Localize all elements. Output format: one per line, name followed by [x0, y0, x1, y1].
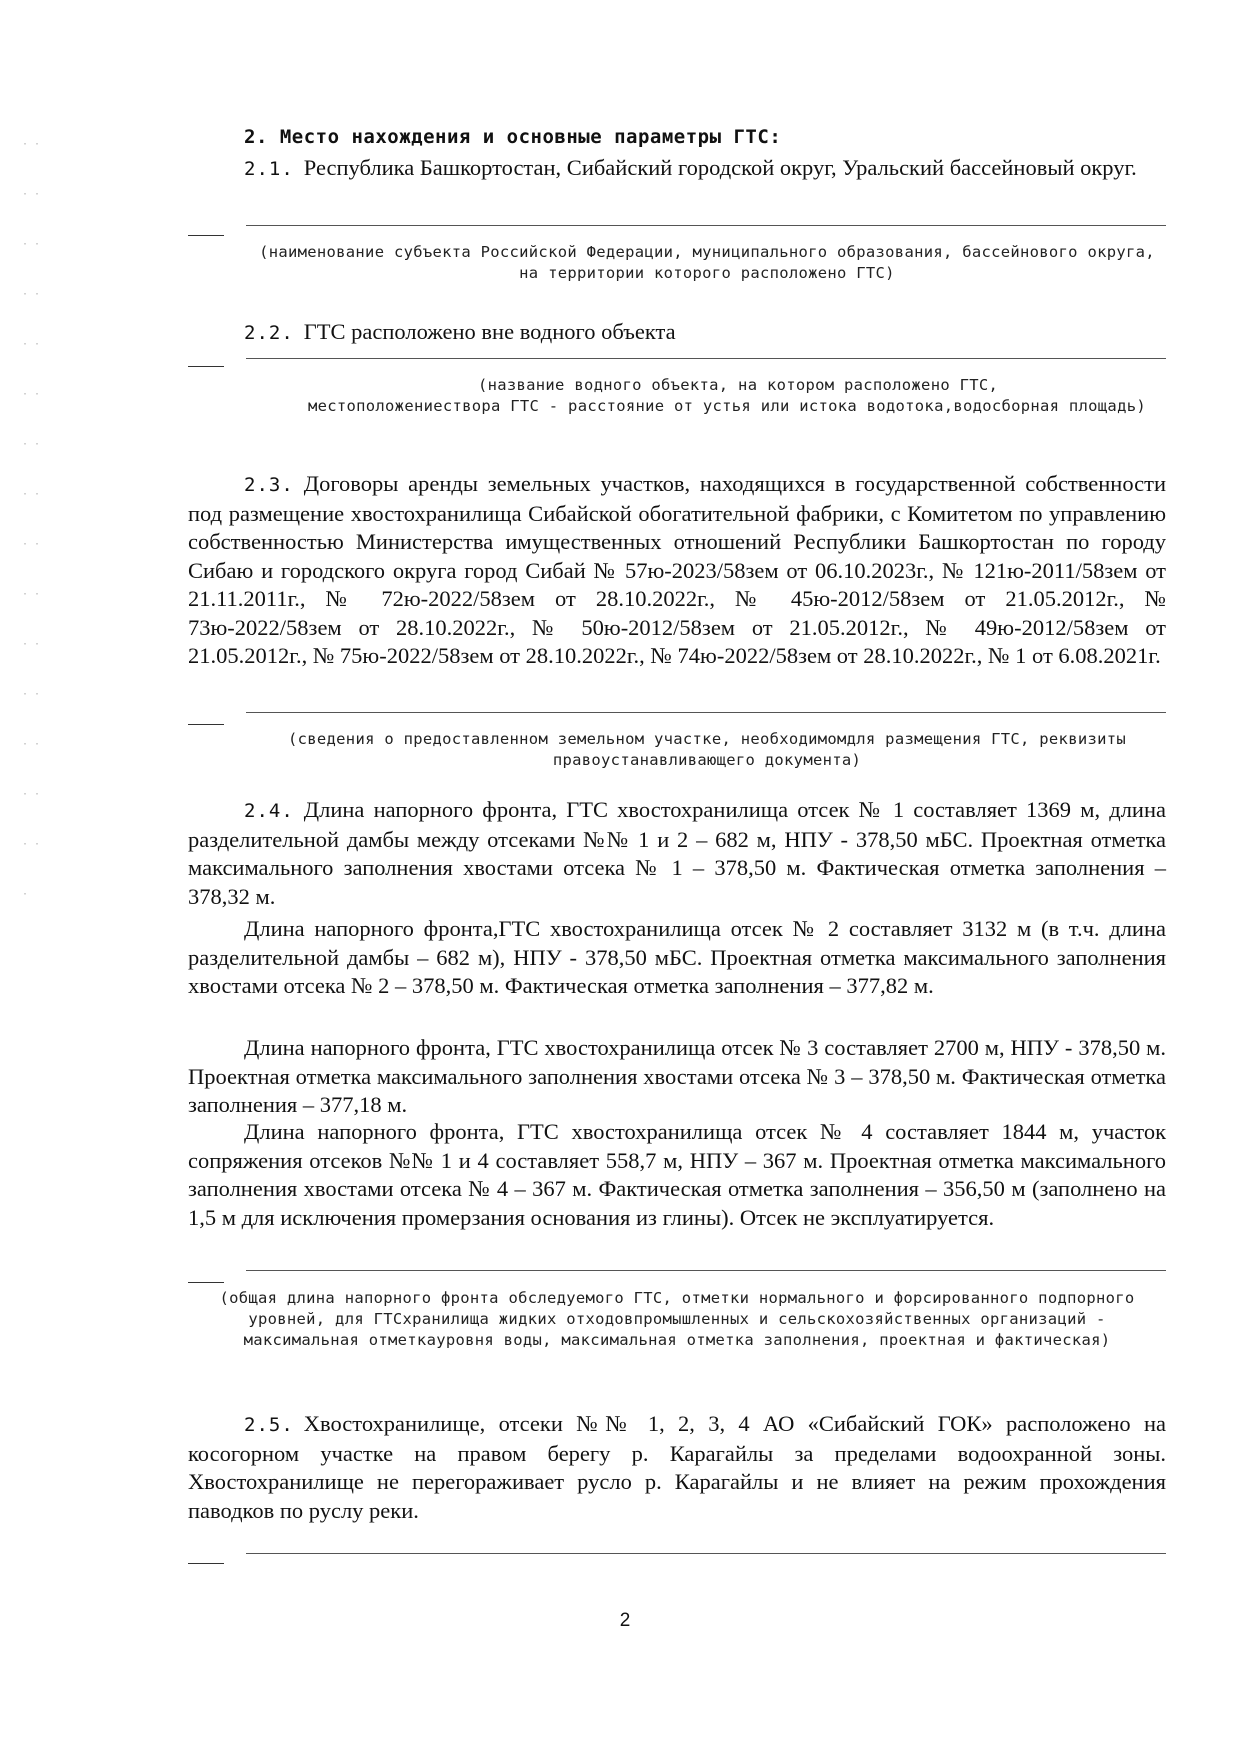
- fill-line: [246, 225, 1166, 226]
- fill-line: [246, 1553, 1166, 1554]
- fill-line-stub: [188, 235, 224, 236]
- caption-2-1: (наименование субъекта Российской Федерации, муниципального образования, бассейнового округа, на территории которого расположено ГТС): [259, 243, 1155, 282]
- paragraph-text: Республика Башкортостан, Сибайский городской округ, Уральский бассейновый округ.: [303, 155, 1137, 180]
- paragraph-text: Договоры аренды земельных участков, находящихся в государственной собственности под размещение хвостохранилища Сибайской обогатительной фабрики, с Комитетом по управлению собственностью Министерства имущественных отношений Республики Башкортостан по городу Сибаю и городского округа город Сибай № 57ю-2023/58зем от 06.10.2023г., № 121ю-2011/58зем от 21.11.2011г., № 72ю-2022/58зем от 28.10.2022г., № 45ю-2012/58зем от 21.05.2012г., № 73ю-2022/58зем от 28.10.2022г., № 50ю-2012/58зем от 21.05.2012г., № 49ю-2012/58зем от 21.05.2012г., № 75ю-2022/58зем от 28.10.2022г., № 74ю-2022/58зем от 28.10.2022г., № 1 от 6.08.2021г.: [188, 471, 1166, 668]
- paragraph-number: 2.5.: [244, 1414, 294, 1436]
- paragraph-2-2: [188, 318, 1166, 348]
- fill-line: [246, 1270, 1166, 1271]
- paragraph-2-1: [188, 154, 1166, 184]
- paragraph-2-5: [188, 1410, 1166, 1525]
- fill-line-stub: [188, 1563, 224, 1564]
- paragraph-text: ГТС расположено вне водного объекта: [303, 319, 676, 344]
- paragraph-number: 2.3.: [244, 474, 294, 496]
- caption-2-2: [188, 375, 1166, 417]
- scan-edge-marks: · · · · · · · · · · · · · · · · · · · · · · · · · · · · · · ·: [22, 139, 41, 900]
- fill-line: [246, 358, 1166, 359]
- fill-line-stub: [188, 724, 224, 725]
- paragraph-2-4-c: Длина напорного фронта, ГТС хвостохранилища отсек № 3 составляет 2700 м, НПУ - 378,50 м. Проектная отметка максимального заполнения хвостами отсека № 3 – 378,50 м. Фактическая отметка заполнения – 377,18 м.: [188, 1035, 1166, 1117]
- caption-2-4: (общая длина напорного фронта обследуемого ГТС, отметки нормального и форсированного подпорного уровней, для ГТСхранилища жидких отходовпромышленных и сельскохозяйственных организаций - максимальная отметкауровня воды, максимальная отметка заполнения, проектная и фактическая): [219, 1289, 1135, 1349]
- paragraph-number: 2.4.: [244, 800, 294, 822]
- paragraph-number: 2.1.: [244, 158, 294, 180]
- caption-2-3: (сведения о предоставленном земельном участке, необходимомдля размещения ГТС, реквизиты правоустанавливающего документа): [288, 730, 1126, 769]
- fill-line: [246, 712, 1166, 713]
- page-number: 2: [619, 1610, 631, 1631]
- paragraph-2-4-b: Длина напорного фронта,ГТС хвостохранилища отсек № 2 составляет 3132 м (в т.ч. длина разделительной дамбы – 682 м), НПУ - 378,50 мБС. Проектная отметка максимального заполнения хвостами отсека № 2 – 378,50 м. Фактическая отметка заполнения – 377,82 м.: [188, 916, 1166, 998]
- paragraph-2-4-d: Длина напорного фронта, ГТС хвостохранилища отсек № 4 составляет 1844 м, участок сопряжения отсеков №№ 1 и 4 составляет 558,7 м, НПУ – 367 м. Проектная отметка максимального заполнения хвостами отсека № 4 – 367 м. Фактическая отметка заполнения – 356,50 м (заполнено на 1,5 м для исключения промерзания основания из глины). Отсек не эксплуатируется.: [188, 1119, 1166, 1230]
- caption-text: (название водного объекта, на котором расположено ГТС, местоположениествора ГТС - расстояние от устья или истока водотока,водосборная площадь): [308, 376, 1146, 415]
- paragraph-2-3: [188, 470, 1166, 671]
- paragraph-text: Длина напорного фронта, ГТС хвостохранилища отсек № 1 составляет 1369 м, длина разделительной дамбы между отсеками №№ 1 и 2 – 682 м, НПУ - 378,50 мБС. Проектная отметка максимального заполнения хвостами отсека № 1 – 378,50 м. Фактическая отметка заполнения – 378,32 м.: [188, 797, 1166, 909]
- paragraph-2-4: [188, 796, 1166, 911]
- paragraph-text: Хвостохранилище, отсеки №№ 1, 2, 3, 4 АО «Сибайский ГОК» расположено на косогорном участке на правом берегу р. Карагайлы за пределами водоохранной зоны. Хвостохранилище не перегораживает русло р. Карагайлы и не влияет на режим прохождения паводков по руслу реки.: [188, 1411, 1166, 1523]
- section-heading: 2. Место нахождения и основные параметры ГТС:: [244, 126, 782, 148]
- paragraph-number: 2.2.: [244, 322, 294, 344]
- fill-line-stub: [188, 1282, 224, 1283]
- fill-line-stub: [188, 366, 224, 367]
